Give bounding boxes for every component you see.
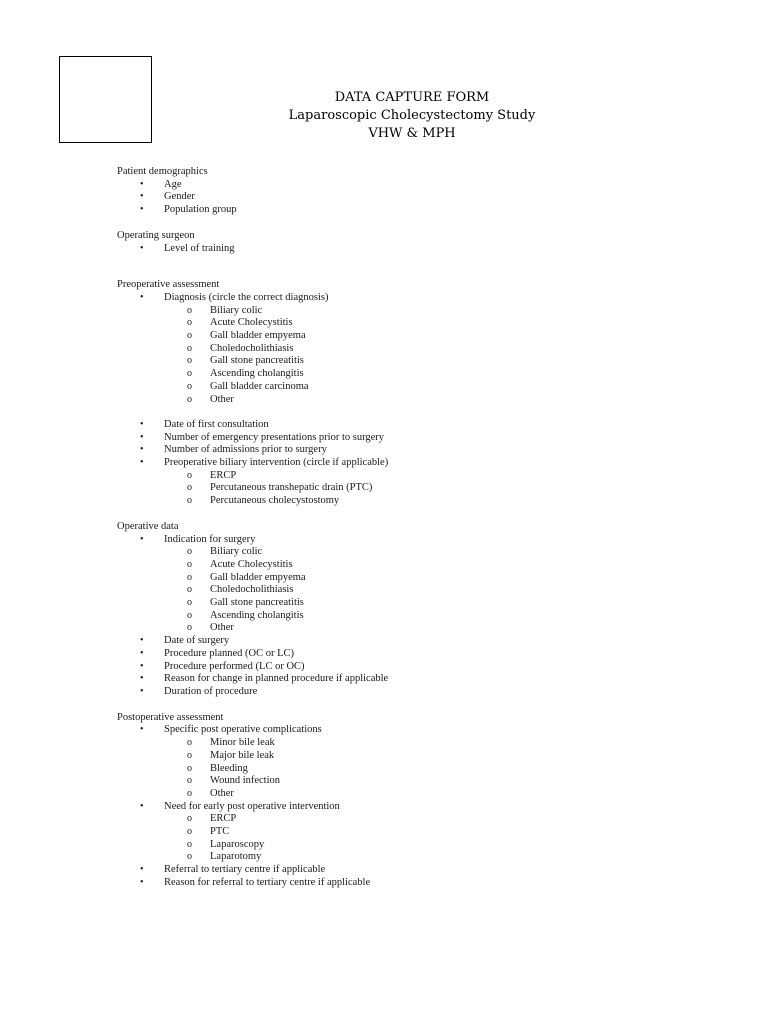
bullet-icon: • bbox=[140, 242, 144, 254]
bullet-icon: • bbox=[140, 444, 144, 456]
sub-option[interactable] bbox=[117, 394, 677, 407]
option-label: ERCP bbox=[210, 469, 237, 481]
sub-option[interactable] bbox=[117, 305, 677, 318]
item-label: Referral to tertiary centre if applicable bbox=[164, 864, 326, 876]
list-item bbox=[117, 243, 677, 256]
list-item bbox=[117, 648, 677, 661]
circle-bullet-icon: o bbox=[187, 737, 192, 749]
circle-bullet-icon: o bbox=[187, 775, 192, 787]
section-operative bbox=[117, 521, 677, 699]
list-item bbox=[117, 534, 677, 636]
option-label: Gall bladder empyema bbox=[210, 571, 306, 583]
list-item bbox=[117, 457, 677, 508]
section-preoperative bbox=[117, 279, 677, 508]
list-item bbox=[117, 204, 677, 217]
option-label: Ascending cholangitis bbox=[210, 368, 304, 380]
list-item bbox=[117, 724, 677, 800]
option-label: Other bbox=[210, 787, 234, 799]
list-item bbox=[117, 292, 677, 406]
option-label: Other bbox=[210, 393, 234, 405]
sub-option[interactable] bbox=[117, 470, 677, 483]
sub-option[interactable] bbox=[117, 788, 677, 801]
bullet-icon: • bbox=[140, 724, 144, 736]
item-list bbox=[117, 534, 677, 699]
item-label: Need for early post operative intervention bbox=[164, 800, 340, 812]
item-label: Indication for surgery bbox=[164, 533, 256, 545]
sub-option[interactable] bbox=[117, 597, 677, 610]
sub-option-list bbox=[164, 737, 677, 801]
sub-option[interactable] bbox=[117, 610, 677, 623]
patient-label-box bbox=[59, 56, 152, 143]
bullet-icon: • bbox=[140, 431, 144, 443]
sub-option[interactable] bbox=[117, 763, 677, 776]
item-label: Reason for change in planned procedure if applicable bbox=[164, 673, 389, 685]
bullet-icon: • bbox=[140, 191, 144, 203]
bullet-icon: • bbox=[140, 178, 144, 190]
form-header bbox=[232, 89, 592, 143]
form-title: DATA CAPTURE FORM bbox=[334, 90, 490, 105]
item-label: Preoperative biliary intervention (circle if applicable) bbox=[164, 457, 389, 469]
list-item bbox=[117, 864, 677, 877]
circle-bullet-icon: o bbox=[187, 546, 192, 558]
sub-option[interactable] bbox=[117, 851, 677, 864]
circle-bullet-icon: o bbox=[187, 851, 192, 863]
circle-bullet-icon: o bbox=[187, 317, 192, 329]
section-title: Operating surgeon bbox=[117, 229, 195, 241]
section-postoperative bbox=[117, 712, 677, 890]
sub-option[interactable] bbox=[117, 826, 677, 839]
circle-bullet-icon: o bbox=[187, 342, 192, 354]
sub-option-list bbox=[164, 470, 677, 508]
circle-bullet-icon: o bbox=[187, 584, 192, 596]
sub-option[interactable] bbox=[117, 775, 677, 788]
sub-option[interactable] bbox=[117, 355, 677, 368]
list-item bbox=[117, 444, 677, 457]
option-label: Choledocholithiasis bbox=[210, 342, 294, 354]
section-title: Operative data bbox=[117, 520, 179, 532]
circle-bullet-icon: o bbox=[187, 787, 192, 799]
item-label: Population group bbox=[164, 204, 237, 216]
list-item bbox=[117, 877, 677, 890]
sub-option[interactable] bbox=[117, 343, 677, 356]
bullet-icon: • bbox=[140, 673, 144, 685]
list-item bbox=[117, 432, 677, 445]
option-label: Choledocholithiasis bbox=[210, 584, 294, 596]
item-label: Number of emergency presentations prior to surgery bbox=[164, 431, 385, 443]
sub-option[interactable] bbox=[117, 368, 677, 381]
list-item bbox=[117, 801, 677, 865]
list-item bbox=[117, 191, 677, 204]
option-label: PTC bbox=[210, 826, 230, 838]
bullet-icon: • bbox=[140, 204, 144, 216]
bullet-icon: • bbox=[140, 457, 144, 469]
section-surgeon bbox=[117, 230, 677, 255]
item-label: Gender bbox=[164, 191, 195, 203]
section-title: Preoperative assessment bbox=[117, 279, 220, 291]
item-list bbox=[117, 292, 677, 406]
section-title: Postoperative assessment bbox=[117, 711, 224, 723]
list-item bbox=[117, 179, 677, 192]
form-content bbox=[117, 166, 677, 903]
circle-bullet-icon: o bbox=[187, 380, 192, 392]
study-title: Laparoscopic Cholecystectomy Study bbox=[288, 108, 536, 123]
sub-option[interactable] bbox=[117, 572, 677, 585]
list-item bbox=[117, 686, 677, 699]
item-label: Number of admissions prior to surgery bbox=[164, 444, 327, 456]
circle-bullet-icon: o bbox=[187, 597, 192, 609]
option-label: Gall stone pancreatitis bbox=[210, 355, 304, 367]
sub-option[interactable] bbox=[117, 813, 677, 826]
item-label: Procedure planned (OC or LC) bbox=[164, 647, 295, 659]
bullet-icon: • bbox=[140, 418, 144, 430]
bullet-icon: • bbox=[140, 800, 144, 812]
option-label: Percutaneous cholecystostomy bbox=[210, 495, 340, 507]
circle-bullet-icon: o bbox=[187, 330, 192, 342]
option-label: Bleeding bbox=[210, 762, 248, 774]
bullet-icon: • bbox=[140, 864, 144, 876]
item-label: Age bbox=[164, 178, 182, 190]
option-label: Gall bladder carcinoma bbox=[210, 380, 309, 392]
list-item bbox=[117, 635, 677, 648]
option-label: Biliary colic bbox=[210, 304, 263, 316]
sub-option[interactable] bbox=[117, 584, 677, 597]
item-label: Specific post operative complications bbox=[164, 724, 322, 736]
sub-option[interactable] bbox=[117, 482, 677, 495]
bullet-icon: • bbox=[140, 291, 144, 303]
option-label: Laparotomy bbox=[210, 851, 262, 863]
sub-option[interactable] bbox=[117, 381, 677, 394]
item-list bbox=[117, 419, 677, 508]
item-label: Duration of procedure bbox=[164, 686, 258, 697]
sub-option[interactable] bbox=[117, 622, 677, 635]
circle-bullet-icon: o bbox=[187, 622, 192, 634]
list-item bbox=[117, 419, 677, 432]
item-list bbox=[117, 179, 677, 217]
option-label: Wound infection bbox=[210, 775, 281, 787]
circle-bullet-icon: o bbox=[187, 749, 192, 761]
circle-bullet-icon: o bbox=[187, 495, 192, 507]
option-label: Acute Cholecystitis bbox=[210, 317, 293, 329]
item-label: Level of training bbox=[164, 242, 235, 254]
circle-bullet-icon: o bbox=[187, 558, 192, 570]
list-item bbox=[117, 673, 677, 686]
option-label: Gall bladder empyema bbox=[210, 330, 306, 342]
item-label: Diagnosis (circle the correct diagnosis) bbox=[164, 291, 329, 303]
option-label: Acute Cholecystitis bbox=[210, 558, 293, 570]
option-label: Gall stone pancreatitis bbox=[210, 597, 304, 609]
sub-option-list bbox=[164, 305, 677, 407]
sub-option-list bbox=[164, 813, 677, 864]
bullet-icon: • bbox=[140, 876, 144, 888]
option-label: Laparoscopy bbox=[210, 838, 265, 850]
section-demographics bbox=[117, 166, 677, 217]
circle-bullet-icon: o bbox=[187, 762, 192, 774]
bullet-icon: • bbox=[140, 647, 144, 659]
circle-bullet-icon: o bbox=[187, 393, 192, 405]
circle-bullet-icon: o bbox=[187, 304, 192, 316]
sub-option[interactable] bbox=[117, 559, 677, 572]
option-label: ERCP bbox=[210, 813, 237, 825]
bullet-icon: • bbox=[140, 660, 144, 672]
sub-option[interactable] bbox=[117, 839, 677, 852]
circle-bullet-icon: o bbox=[187, 571, 192, 583]
sub-option[interactable] bbox=[117, 737, 677, 750]
item-list bbox=[117, 724, 677, 889]
option-label: Biliary colic bbox=[210, 546, 263, 558]
list-item bbox=[117, 661, 677, 674]
circle-bullet-icon: o bbox=[187, 355, 192, 367]
item-label: Procedure performed (LC or OC) bbox=[164, 660, 305, 672]
circle-bullet-icon: o bbox=[187, 838, 192, 850]
item-label: Reason for referral to tertiary centre if applicable bbox=[164, 876, 371, 888]
sub-option[interactable] bbox=[117, 317, 677, 330]
option-label: Percutaneous transhepatic drain (PTC) bbox=[210, 482, 373, 494]
item-list bbox=[117, 243, 677, 256]
option-label: Minor bile leak bbox=[210, 737, 275, 749]
sub-option-list bbox=[164, 546, 677, 635]
circle-bullet-icon: o bbox=[187, 609, 192, 621]
circle-bullet-icon: o bbox=[187, 826, 192, 838]
sub-option[interactable] bbox=[117, 546, 677, 559]
bullet-icon: • bbox=[140, 686, 144, 697]
spacer bbox=[117, 406, 677, 419]
option-label: Ascending cholangitis bbox=[210, 609, 304, 621]
option-label: Other bbox=[210, 622, 234, 634]
option-label: Major bile leak bbox=[210, 749, 275, 761]
sites-title: VHW & MPH bbox=[368, 126, 456, 141]
sub-option[interactable] bbox=[117, 750, 677, 763]
sub-option[interactable] bbox=[117, 495, 677, 508]
circle-bullet-icon: o bbox=[187, 368, 192, 380]
circle-bullet-icon: o bbox=[187, 482, 192, 494]
circle-bullet-icon: o bbox=[187, 813, 192, 825]
circle-bullet-icon: o bbox=[187, 469, 192, 481]
bullet-icon: • bbox=[140, 635, 144, 647]
section-title: Patient demographics bbox=[117, 166, 208, 177]
bullet-icon: • bbox=[140, 533, 144, 545]
item-label: Date of first consultation bbox=[164, 418, 269, 430]
item-label: Date of surgery bbox=[164, 635, 230, 647]
sub-option[interactable] bbox=[117, 330, 677, 343]
